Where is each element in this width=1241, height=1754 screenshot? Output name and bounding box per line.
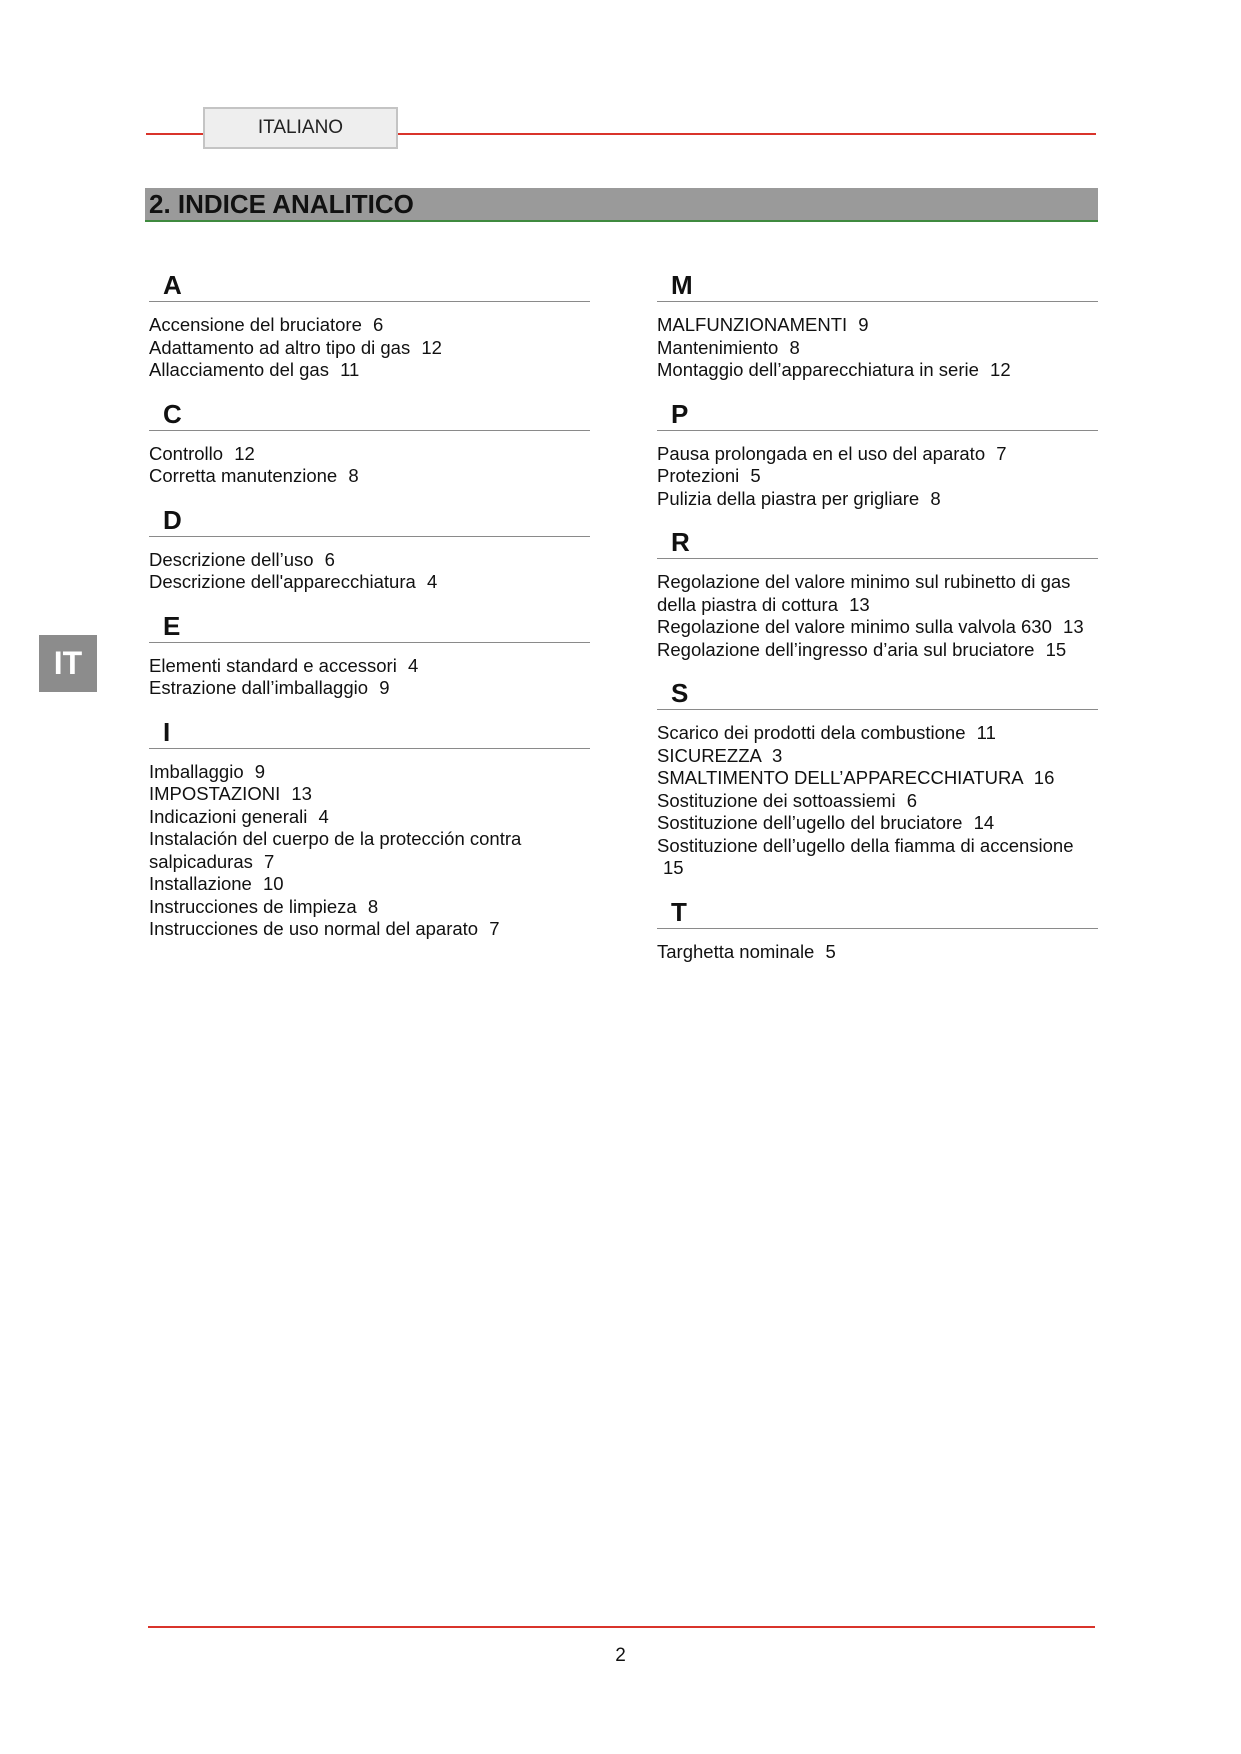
index-entry (149, 806, 590, 829)
index-entry-text: Indicazioni generali (149, 805, 308, 827)
index-entry (657, 359, 1098, 382)
index-entry-text: Accensione del bruciatore (149, 314, 362, 335)
index-entry-page: 12 (421, 336, 442, 358)
index-entry-page: 4 (426, 571, 438, 592)
index-entry-text: Adattamento ad altro tipo di gas (149, 336, 411, 358)
index-entry-text: Regolazione dell’ingresso d’aria sul bruciatore (657, 638, 1035, 660)
index-entry-text: Scarico dei prodotti dela combustione (657, 722, 966, 743)
index-letter-heading: S (657, 673, 1098, 710)
index-entry-page: 15 (1045, 638, 1067, 660)
index-entry (657, 639, 1098, 662)
index-entry (657, 443, 1098, 466)
index-entry (657, 835, 1098, 880)
index-entry-text: Descrizione dell'apparecchiatura (149, 571, 416, 592)
index-entry (657, 941, 1098, 964)
index-entry-text: Targhetta nominale (657, 940, 815, 962)
index-entry-list (657, 443, 1098, 511)
index-entry-page: 14 (973, 812, 995, 833)
index-entry-page: 12 (234, 442, 255, 464)
index-entry (657, 812, 1098, 835)
index-entry-list (657, 722, 1098, 880)
index-entry-list (657, 571, 1098, 661)
index-entry-text: SMALTIMENTO DELL’APPARECCHIATURA (657, 767, 1023, 788)
index-entry (149, 655, 590, 678)
index-entry-page: 4 (318, 805, 329, 827)
index-entry (149, 873, 590, 896)
index-entry-page: 13 (849, 593, 870, 615)
index-entry-text: IMPOSTAZIONI (149, 783, 281, 804)
index-entry-page: 4 (407, 654, 419, 676)
index-entry-text: Elementi standard e accessori (149, 654, 397, 676)
index-entry (149, 828, 590, 873)
index-letter-heading: E (149, 606, 590, 643)
index-entry-page: 5 (750, 465, 761, 486)
index-entry-text: MALFUNZIONAMENTI (657, 314, 848, 335)
index-letter-heading: I (149, 712, 590, 749)
index-entry (657, 488, 1098, 511)
index-entry-list (657, 314, 1098, 382)
index-entry (657, 790, 1098, 813)
index-entry (149, 337, 590, 360)
index-entry-text: Sostituzione dei sottoassiemi (657, 789, 896, 811)
index-entry-text: Controllo (149, 442, 224, 464)
index-entry-page: 13 (291, 783, 312, 804)
index-entry-page: 3 (771, 744, 783, 766)
index-letter-heading: A (149, 265, 590, 302)
index-entry (149, 761, 590, 784)
index-entry-list (149, 443, 590, 488)
index-column-left (149, 265, 590, 953)
index-entry-page: 7 (489, 918, 500, 939)
index-entry (657, 337, 1098, 360)
index-entry (657, 314, 1098, 337)
index-entry-text: Instrucciones de limpieza (149, 895, 357, 917)
index-entry (149, 314, 590, 337)
index-letter-heading: R (657, 522, 1098, 559)
index-entry-list (149, 761, 590, 941)
index-entry-text: Estrazione dall’imballaggio (149, 677, 369, 698)
index-entry-text: Corretta manutenzione (149, 465, 338, 486)
index-entry-page: 8 (367, 895, 379, 917)
index-entry-text: Sostituzione dell’ugello della fiamma di accensione (657, 834, 1074, 856)
index-entry-text: Protezioni (657, 465, 740, 486)
index-entry-page: 6 (906, 789, 918, 811)
index-column-right (657, 265, 1098, 975)
index-entry-page: 15 (663, 857, 684, 878)
index-entry-list (149, 549, 590, 594)
section-title: 2. INDICE ANALITICO (145, 188, 1098, 222)
index-entry-page: 9 (254, 760, 266, 782)
index-entry-text: Pulizia della piastra per grigliare (657, 487, 920, 509)
index-entry-page: 11 (976, 722, 996, 743)
index-entry-page: 6 (324, 548, 335, 570)
index-entry (149, 443, 590, 466)
index-entry-page: 7 (264, 850, 275, 872)
index-letter-heading: P (657, 394, 1098, 431)
index-entry-page: 8 (930, 487, 941, 509)
index-entry-text: Montaggio dell’apparecchiatura in serie (657, 359, 979, 380)
index-letter-heading: C (149, 394, 590, 431)
index-entry-text: SICUREZZA (657, 744, 761, 766)
index-entry-text: Regolazione del valore minimo sulla valvola 630 (657, 616, 1052, 637)
language-side-tab: IT (39, 635, 97, 692)
index-letter-heading: T (657, 892, 1098, 929)
index-entry (149, 359, 590, 382)
language-tab: ITALIANO (203, 107, 398, 149)
index-entry-page: 9 (858, 314, 869, 335)
index-entry-text: Imballaggio (149, 760, 244, 782)
page-number: 2 (615, 1645, 626, 1666)
index-entry (657, 571, 1098, 616)
index-entry-page: 5 (825, 940, 836, 962)
index-entry (657, 767, 1098, 790)
footer-rule (148, 1626, 1095, 1628)
index-entry (657, 465, 1098, 488)
index-entry-text: Installazione (149, 873, 252, 894)
index-entry-page: 16 (1033, 767, 1055, 788)
index-entry-text: Regolazione del valore minimo sul rubinetto di gas della piastra di cottura (657, 571, 1071, 615)
index-entry-page: 8 (348, 465, 359, 486)
index-letter-heading: D (149, 500, 590, 537)
index-entry (149, 677, 590, 700)
index-entry (149, 918, 590, 941)
index-entry (657, 745, 1098, 768)
index-entry (149, 549, 590, 572)
index-entry-page: 11 (340, 359, 360, 380)
index-entry-page: 10 (262, 873, 284, 894)
index-entry (149, 896, 590, 919)
index-entry-text: Descrizione dell’uso (149, 548, 314, 570)
index-entry (657, 616, 1098, 639)
index-entry-text: Sostituzione dell’ugello del bruciatore (657, 812, 963, 833)
index-entry-list (149, 314, 590, 382)
index-entry-text: Instrucciones de uso normal del aparato (149, 918, 479, 939)
index-entry-text: Mantenimiento (657, 336, 779, 358)
index-entry (149, 571, 590, 594)
index-entry-page: 12 (990, 359, 1011, 380)
index-entry (149, 465, 590, 488)
index-entry-page: 6 (373, 314, 384, 335)
index-entry-list (657, 941, 1098, 964)
index-entry-page: 9 (379, 677, 390, 698)
index-entry-list (149, 655, 590, 700)
index-entry-page: 8 (789, 336, 800, 358)
index-entry-text: Allacciamento del gas (149, 359, 329, 380)
index-entry-text: Instalación del cuerpo de la protección contra salpicaduras (149, 828, 522, 872)
index-entry-page: 7 (996, 442, 1007, 464)
index-letter-heading: M (657, 265, 1098, 302)
index-entry (149, 783, 590, 806)
index-entry-text: Pausa prolongada en el uso del aparato (657, 442, 986, 464)
index-entry (657, 722, 1098, 745)
index-entry-page: 13 (1063, 616, 1084, 637)
